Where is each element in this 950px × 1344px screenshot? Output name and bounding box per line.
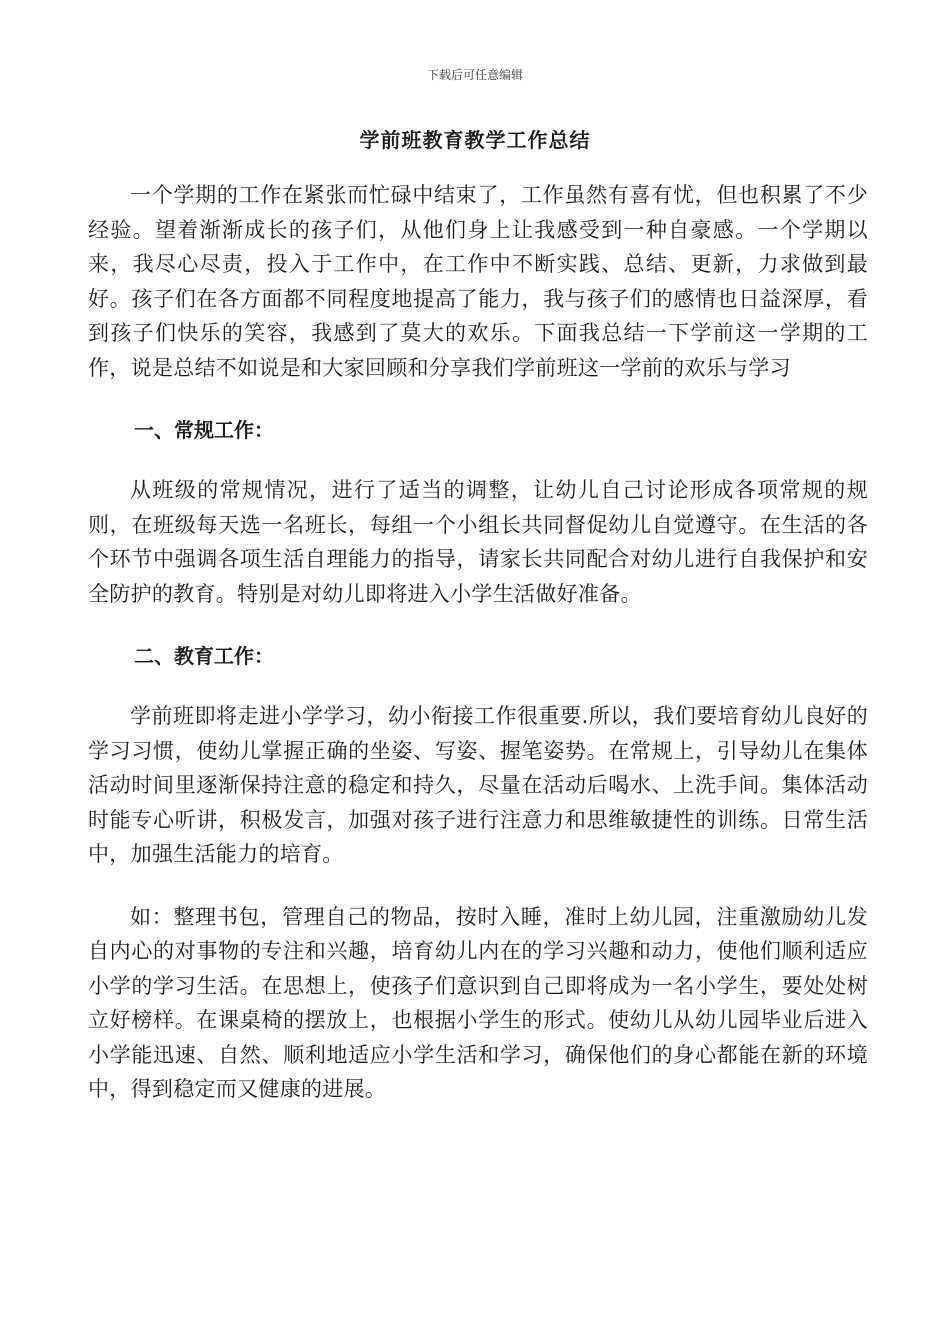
document-title: 学前班教育教学工作总结 xyxy=(359,128,591,152)
spacer xyxy=(88,673,868,699)
spacer xyxy=(88,385,868,413)
spacer xyxy=(88,447,868,473)
section-heading-routine: 一、常规工作： xyxy=(134,418,274,442)
spacer xyxy=(88,872,868,900)
header-note: 下载后可任意编辑 xyxy=(426,68,523,82)
education-paragraph-2: 如：整理书包，管理自己的物品，按时入睡，准时上幼儿园，注重激励幼儿发自内心的对事物的专注和兴趣，培育幼儿内在的学习兴趣和动力，使他们顺利适应小学的学习生活。在思想上，使孩子们意识到自己即将成为一名小学生，要处处树立好榜样。在课桌椅的摆放上，也根据小学生的形式。使幼儿从幼儿园毕业后进入小学能迅速、自然、顺利地适应小学生活和学习，确保他们的身心都能在新的环境中，得到稳定而又健康的进展。 xyxy=(88,904,868,1101)
spacer xyxy=(88,611,868,639)
education-paragraph-1: 学前班即将走进小学学习，幼小衔接工作很重要.所以，我们要培育幼儿良好的学习习惯，使幼儿掌握正确的坐姿、写姿、握笔姿势。在常规上，引导幼儿在集体活动时间里逐渐保持注意的稳定和持久，尽量在活动后喝水、上洗手间。集体活动时能专心听讲，积极发言，加强对孩子进行注意力和思维敏捷性的训练。日常生活中，加强生活能力的培育。 xyxy=(88,704,868,866)
routine-paragraph: 从班级的常规情况，进行了适当的调整，让幼儿自己讨论形成各项常规的规则，在班级每天选一名班长，每组一个小组长共同督促幼儿自觉遵守。在生活的各个环节中强调各项生活自理能力的指导，请家长共同配合对幼儿进行自我保护和安全防护的教育。特别是对幼儿即将进入小学生活做好准备。 xyxy=(88,478,868,606)
intro-paragraph: 一个学期的工作在紧张而忙碌中结束了，工作虽然有喜有忧，但也积累了不少经验。望着渐渐成长的孩子们，从他们身上让我感受到一种自豪感。一个学期以来，我尽心尽责，投入于工作中，在工作中不断实践、总结、更新，力求做到最好。孩子们在各方面都不同程度地提高了能力，我与孩子们的感情也日益深厚，看到孩子们快乐的笑容，我感到了莫大的欢乐。下面我总结一下学前这一学期的工作，说是总结不如说是和大家回顾和分享我们学前班这一学前的欢乐与学习 xyxy=(88,183,868,380)
section-heading-education: 二、教育工作： xyxy=(134,644,274,668)
document-body xyxy=(88,178,868,1107)
